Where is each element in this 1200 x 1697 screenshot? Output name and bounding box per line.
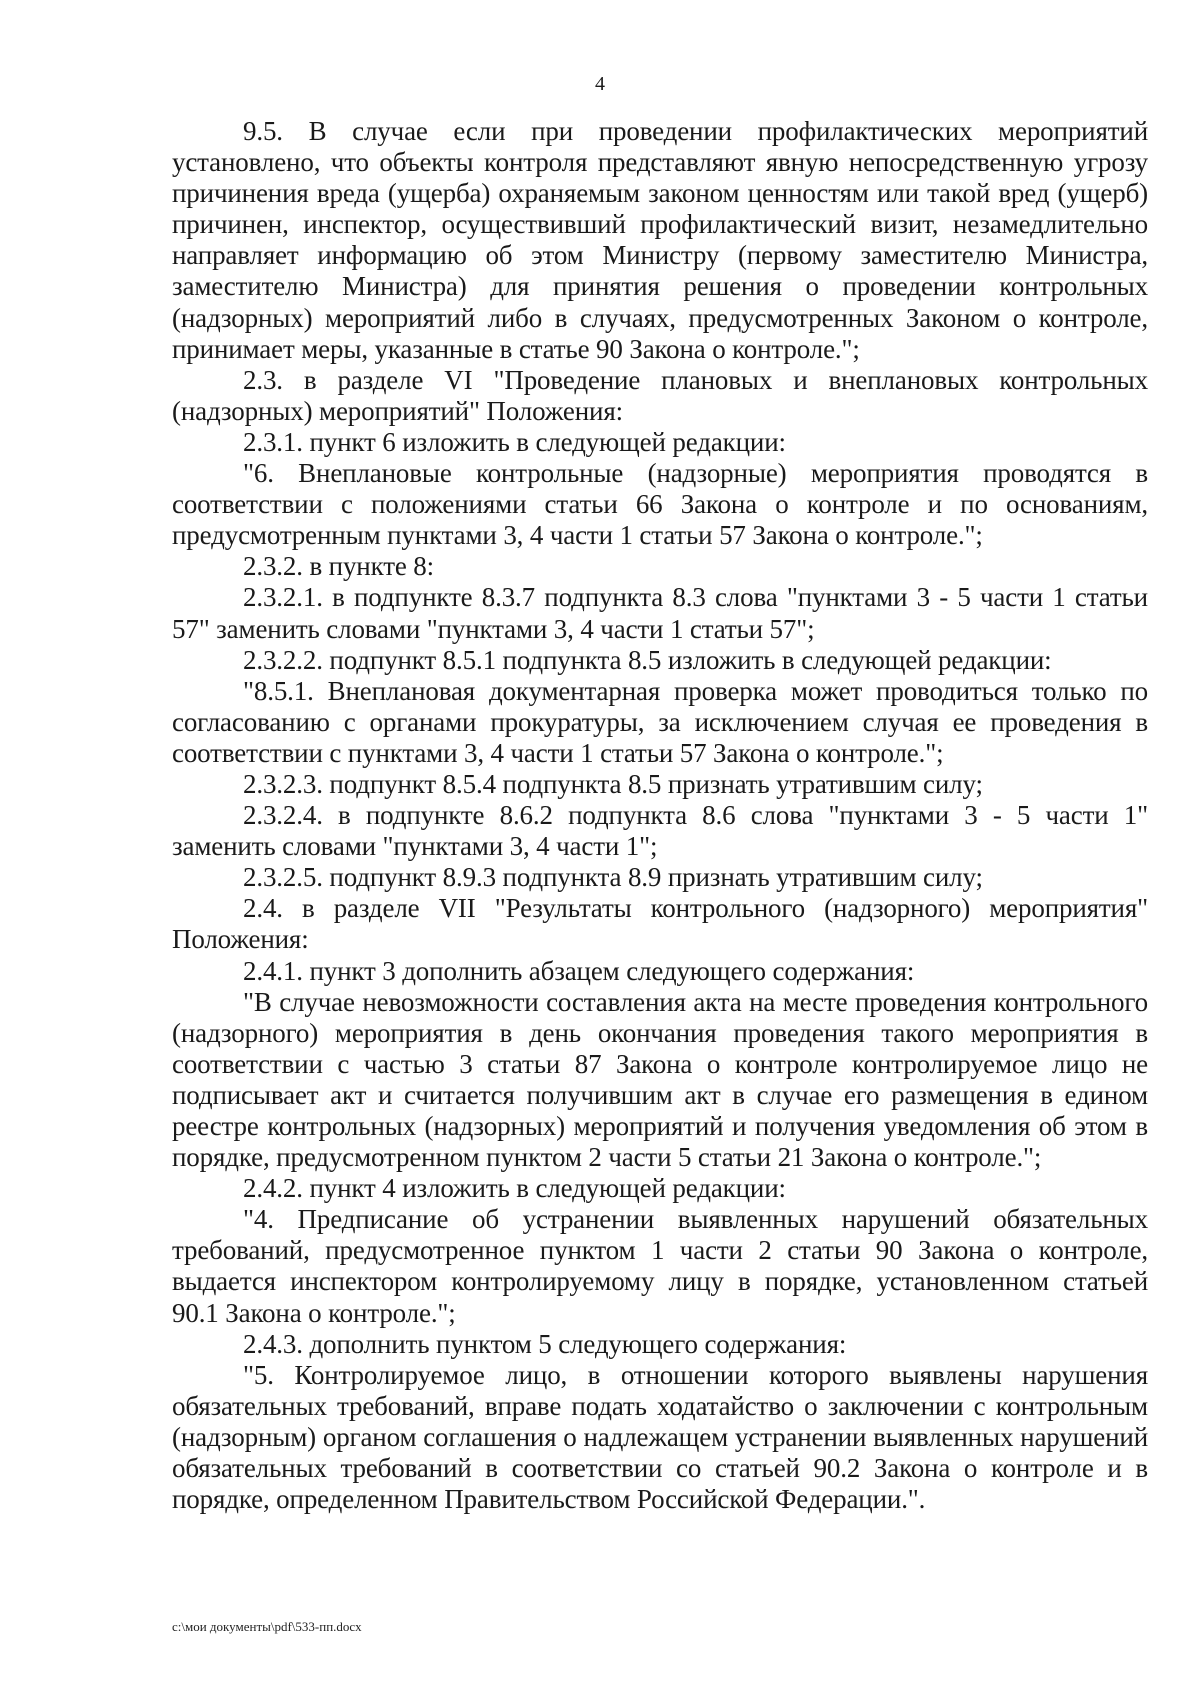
- paragraph: 2.4. в разделе VII "Результаты контрольного (надзорного) мероприятия" Положения:: [172, 893, 1148, 955]
- document-body: [172, 116, 1148, 1515]
- paragraph: 2.3.2.4. в подпункте 8.6.2 подпункта 8.6 слова "пунктами 3 - 5 части 1" заменить словами "пунктами 3, 4 части 1";: [172, 800, 1148, 862]
- paragraph: "В случае невозможности составления акта на месте проведения контрольного (надзорного) мероприятия в день окончания проведения такого мероприятия в соответствии с частью 3 статьи 87 Закона о контроле контролируемое лицо не подписывает акт и считается получившим акт в случае его размещения в едином реестре контрольных (надзорных) мероприятий и получения уведомления об этом в порядке, предусмотренном пунктом 2 части 5 статьи 21 Закона о контроле.";: [172, 986, 1148, 1173]
- paragraph: 2.3.2. в пункте 8:: [243, 551, 434, 582]
- paragraph: "5. Контролируемое лицо, в отношении которого выявлены нарушения обязательных требований, вправе подать ходатайство о заключении с контрольным (надзорным) органом соглашения о надлежащем устранении выявленных нарушений обязательных требований в соответствии со статьей 90.2 Закона о контроле и в порядке, определенном Правительством Российской Федерации.".: [172, 1359, 1148, 1515]
- paragraph: 2.3.2.3. подпункт 8.5.4 подпункта 8.5 признать утратившим силу;: [243, 768, 983, 799]
- page-number: 4: [595, 73, 605, 95]
- paragraph: "6. Внеплановые контрольные (надзорные) мероприятия проводятся в соответствии с положениями статьи 66 Закона о контроле и по основаниям, предусмотренным пунктами 3, 4 части 1 статьи 57 Закона о контроле.";: [172, 458, 1148, 551]
- paragraph: 2.4.1. пункт 3 дополнить абзацем следующего содержания:: [243, 955, 915, 986]
- paragraph: 2.3.2.1. в подпункте 8.3.7 подпункта 8.3 слова "пунктами 3 - 5 части 1 статьи 57" заменить словами "пунктами 3, 4 части 1 статьи 57";: [172, 582, 1148, 644]
- paragraph: 2.3.2.2. подпункт 8.5.1 подпункта 8.5 изложить в следующей редакции:: [243, 644, 1052, 675]
- paragraph: 2.3.2.5. подпункт 8.9.3 подпункта 8.9 признать утратившим силу;: [243, 862, 983, 893]
- paragraph: 9.5. В случае если при проведении профилактических мероприятий установлено, что объекты контроля представляют явную непосредственную угрозу причинения вреда (ущерба) охраняемым законом ценностям или такой вред (ущерб) причинен, инспектор, осуществивший профилактический визит, незамедлительно направляет информацию об этом Министру (первому заместителю Министра, заместителю Министра) для принятия решения о проведении контрольных (надзорных) мероприятий либо в случаях, предусмотренных Законом о контроле, принимает меры, указанные в статье 90 Закона о контроле.";: [172, 116, 1148, 364]
- paragraph: 2.3. в разделе VI "Проведение плановых и внеплановых контрольных (надзорных) мероприятий" Положения:: [172, 364, 1148, 426]
- footer-file-path: c:\мои документы\pdf\533-пп.docx: [172, 1619, 362, 1634]
- paragraph: 2.4.3. дополнить пунктом 5 следующего содержания:: [243, 1328, 847, 1359]
- paragraph: 2.4.2. пункт 4 изложить в следующей редакции:: [243, 1173, 786, 1204]
- paragraph: "4. Предписание об устранении выявленных нарушений обязательных требований, предусмотренное пунктом 1 части 2 статьи 90 Закона о контроле, выдается инспектором контролируемому лицу в порядке, установленном статьей 90.1 Закона о контроле.";: [172, 1204, 1148, 1328]
- paragraph: 2.3.1. пункт 6 изложить в следующей редакции:: [243, 426, 786, 457]
- paragraph: "8.5.1. Внеплановая документарная проверка может проводиться только по согласованию с органами прокуратуры, за исключением случая ее проведения в соответствии с пунктами 3, 4 части 1 статьи 57 Закона о контроле.";: [172, 675, 1148, 768]
